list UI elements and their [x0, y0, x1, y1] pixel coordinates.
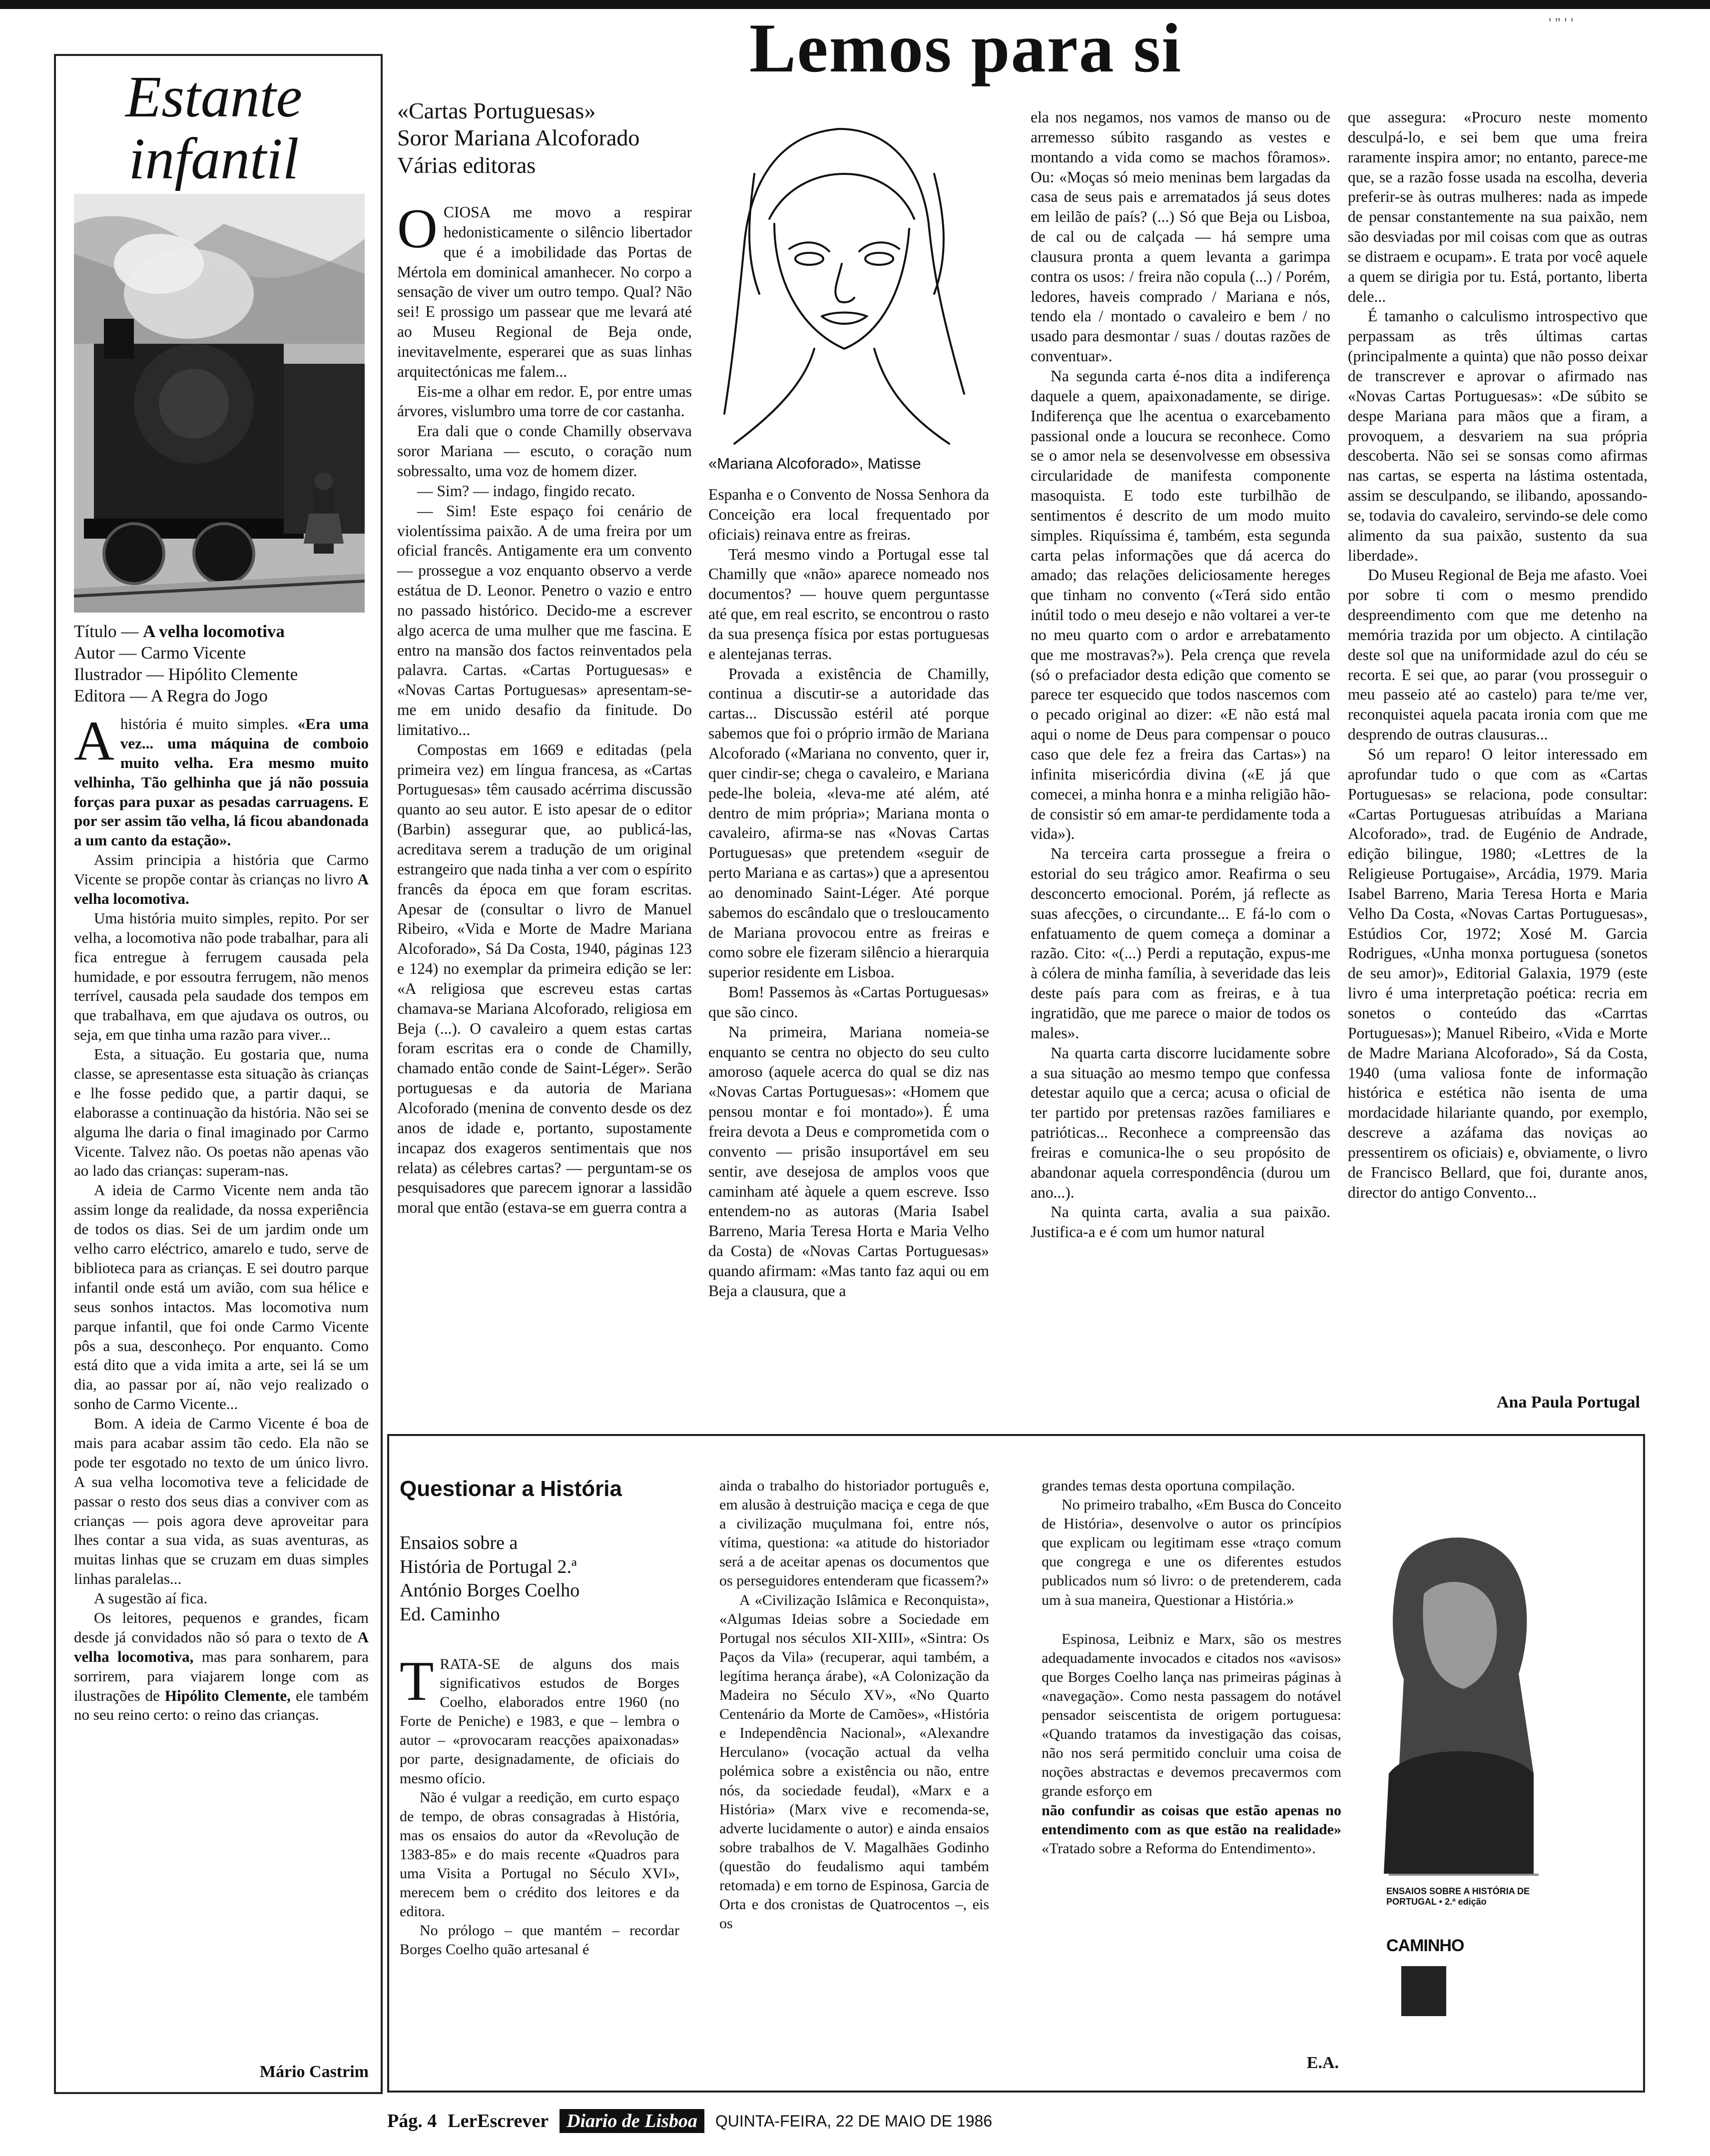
page-number: Pág. 4 — [387, 2111, 437, 2132]
portrait-caption: «Mariana Alcoforado», Matisse — [708, 455, 921, 472]
meta-row-illustrator: Ilustrador — Hipólito Clemente — [74, 665, 298, 685]
cartas-kicker-publisher: Várias editoras — [397, 152, 536, 178]
historia-signature: E.A. — [1306, 2054, 1339, 2072]
estante-signature: Mário Castrim — [259, 2063, 369, 2081]
historia-column-3: grandes temas desta oportuna compilação. No primeiro trabalho, «Em Busca do Conceito de História», desenvolve o autor os princípios que explicam ou legitimam esse «traço comum que congrega e une os diferentes estudos publicados num só livro: o de pretenderem, cada um à sua maneira, Questionar a História.» Espinosa, Leibniz e Marx, são os mestres adequadamente invocados e citados nos «avisos» que Borges Coelho lança nas primeiras páginas à «navegação». Como nesta passagem do notável pensador seiscentista de origem portuguesa: «Quando tratamos da investigação das coisas, não nos será permitido concluir uma coisa de noções abstractas e devemos precavermos com grande esforço em não confundir as coisas que estão apenas no entendimento com as que estão na realidade» «Tratado sobre a Reforma do Entendimento». — [1042, 1477, 1341, 1857]
estante-title-line2: infantil — [128, 125, 299, 191]
page-masthead: Lemos para si — [749, 9, 1182, 87]
newspaper-name: Diario de Lisboa — [560, 2109, 704, 2133]
publication-date: QUINTA-FEIRA, 22 DE MAIO DE 1986 — [715, 2112, 993, 2130]
book-cover-publisher: CAMINHO — [1386, 1936, 1464, 1955]
book-cover-image — [1369, 1514, 1549, 2024]
historia-kicker — [400, 1476, 679, 1626]
cartas-kicker-title: «Cartas Portuguesas» — [397, 98, 596, 123]
cartas-column-2: Espanha e o Convento de Nossa Senhora da Conceição era local frequentado por oficiais) reinava entre as freiras. Terá mesmo vindo a Portugal esse tal Chamilly que «não» aparece nomeado nos documentos? — houve quem perguntasse até que, em real escrito, se encontrou o rasto da sua presença física por estas portuguesas e alentejanas terras. Provada a existência de Chamilly, continua a discutir-se a autoridade das cartas... Discussão estéril até porque sabemos que foi o próprio irmão de Mariana Alcoforado («Mariana no convento, quer ir, quer cindir-se; chega o cavaleiro, e Mariana pede-lhe boleia, «leva-me até além, até dentro de mim própria»; Mariana monta o cavaleiro, afirma-se nas «Novas Cartas Portuguesas» que pretendem «seguir de perto Mariana e as cartas») que a apresentou ao denominado Saint-Léger. Até porque sabemos do escândalo que o tresloucamento de Mariana provocou entre as freiras e como sobre ele fizeram silêncio a hierarquia superior residente em Lisboa. Bom! Passemos às «Cartas Portuguesas» que são cinco. Na primeira, Mariana nomeia-se enquanto se centra no objecto do seu culto amoroso (aquele acerca do qual se diz nas «Novas Cartas Portuguesas»: «Homem que pensou montar e foi montado»). É uma freira devota a Deus e comprometida com o convento — prisão insuportável em seu sentir, ave desejosa de amplos voos que caminham até àquele a quem escreve. Isso entendem-no as autoras (Maria Isabel Barreno, Maria Teresa Horta e Maria Velho da Costa) de «Novas Cartas Portuguesas» quando afirmam: «Mas tanto faz aqui ou em Beja a clausura, que a — [708, 486, 989, 1300]
cartas-column-3: ela nos negamos, nos vamos de manso ou de arremesso súbito rasgando as vestes e montando a vida como se machos fôramos». Ou: «Moças só meio meninas bem largadas da casa de seus pais e arrematados já seus dotes em leilão de país? (...) Só que Beja ou Lisboa, de cal ou de calçada — há sempre uma clausura pronta a quem levanta a garimpa contra os usos: / freira não copula (...) / Porém, ledores, haveis comprado / Mariana e nós, tendo ela / montado o cavaleiro e bem / no usado para desmontar / suas / doutas razões de conventuar». Na segunda carta é-nos dita a indiferença daquele a quem, apaixonadamente, se dirige. Indiferença que lhe acentua o exarcebamento passional onde a loucura se reconhece. Como se o amor nela se desenvolvesse em obsessiva circularidade de manifesta componente masoquista. E todo este turbilhão de sentimentos é descrito de um modo muito simples. Riquíssima é, também, esta segunda carta pelas informações que dá acerca do amado; das relações deliciosamente hereges que tinham no convento («Terá sido então inútil todo o meu desejo e não voltarei a ver-te no meu quarto com o ardor e arrebatamento que me mostravas?»). Pela crença que revela (só o prefaciador desta edição que comento se parece ter esquecido que todos nascemos com o pecado original ao dizer: «E não está mal aqui o nome de Deus para compensar o pouco caso que dele fez a freira das Cartas») na infinita misericórdia divina («E já que comecei, a minha honra e a minha religião hão-de consistir só em amar-te perdidamente toda a vida»). Na terceira carta prossegue a freira o estorial do seu trágico amor. Reafirma o seu desconcerto emocional. Porém, já reflecte as suas afecções, o circundante... E fá-lo com o enfatuamento de quem começa a dominar a razão. Cito: «(...) Perdi a reputação, expus-me à cólera de minha família, à severidade das leis deste país para com as freiras, e à tua ingratidão, que me parece o maior de todos os males». Na quarta carta discorre lucidamente sobre a sua situação ao mesmo tempo que confessa detestar aquilo que a cerca; acusa o oficial de ter partido por pretensas razões familiares e patrióticas... Reconhece a compreensão das freiras e comunica-lhe o seu propósito de abandonar aquela correspondência (durou um ano...). Na quinta carta, avalia a sua paixão. Justifica-a e é com um humor natural — [1031, 108, 1330, 1241]
estante-title-line1: Estante — [125, 64, 302, 129]
cartas-dropcap: O — [397, 198, 438, 260]
corner-mark: ' '' ' ' — [1549, 15, 1574, 31]
page-footer — [387, 2109, 992, 2134]
estante-title — [64, 66, 364, 190]
historia-kicker-line2: História de Portugal 2.ª — [400, 1556, 577, 1577]
locomotive-photo — [74, 194, 365, 613]
locomotive-illustration-icon — [74, 194, 365, 613]
book-cover-title: ENSAIOS SOBRE A HISTÓRIA DE PORTUGAL • 2.ª edição — [1386, 1886, 1530, 1907]
historia-dropcap: T — [400, 1650, 434, 1712]
cartas-column-4: que assegura: «Procuro neste momento desculpá-lo, e sei bem que uma freira raramente inspira amor; no entanto, parece-me que, se a razão fosse usada na escolha, deveria preferir-se às outras mulheres: nada as impede de pensar constantemente na sua paixão, nem são desviadas por mil coisas com que as outras se distraem e ocupam». E trata por você aquele a quem se dirigia por tu. Está, portanto, liberta dele... É tamanho o calculismo introspectivo que perpassam as três últimas cartas (principalmente a quinta) que não posso deixar de transcrever e aprovar o afirmado nas «Novas Cartas Portuguesas»: «De súbito se despe Mariana para mãos que a firam, a provoquem, a desvariem na sua própria descoberta. Não sei se sonsas como afirmas nas cartas, se esperta na lástima ostentada, assim se desculpando, se ilibando, apossando-se, todavia do cavaleiro, servindo-se dele como alimento da sua paixão, sustento da sua liberdade». Do Museu Regional de Beja me afasto. Voei por sobre ti com o mesmo prendido despreendimento com que me detenho na memória trazida por um objecto. A cintilação deste sol que na uniformidade azul do céu se recorta. E sei que, ao parar (vou prosseguir o meu passeio até ao castelo) para te/me ver, reconquistei aquela pacata ironia com que me desprendo de outras clausuras... Só um reparo! O leitor interessado em aprofundar tudo o que com as «Cartas Portuguesas» se relaciona, pode consultar: «Cartas Portuguesas atribuídas a Mariana Alcoforado», trad. de Eugénio de Andrade, edição bilingue, 1980; «Lettres de la Religieuse Portugaise», Arcádia, 1979. Maria Isabel Barreno, Maria Teresa Horta e Maria Velho Da Costa, «Novas Cartas Portuguesas», Estúdios Cor, 1972; Xosé M. Garcia Rodrigues, «Unha monxa portuguesa (sonetos de seu amor)», Editorial Galaxia, 1979 (este livro é uma interpretação poética: recria em sonetos o conteúdo das «Carrtas Portuguesas»); Manuel Ribeiro, «Vida e Morte de Madre Mariana Alcoforado», Sá da Costa, 1940 (uma valiosa fonte de informação histórica e estética não isenta de uma mordacidade hilariante quando, por exemplo, descreve a azáfama das noviças ao pressentirem os oficiais) e, obviamente, o livro de Francisco Bellard, que foi, durante anos, director do antigo Convento... — [1348, 108, 1648, 1201]
meta-row-author: Autor — Carmo Vicente — [74, 643, 246, 663]
historia-column-2: ainda o trabalho do historiador português e, em alusão à destruição maciça e cega de que a civilização muçulmana foi, entre nós, vítima, questiona: «a atitude do historiador será a de aceitar apenas os documentos que os perseguidores entenderam que ficassem?» A «Civilização Islâmica e Reconquista», «Algumas Ideias sobre a Sociedade em Portugal nos séculos XII-XIII», «Sintra: Os Paços da Vila» (recuperar, aqui também, a legítima herança árabe), «A Colonização da Madeira no Século XV», «No Quarto Centenário da Morte de Camões», «História e Independência Nacional», «Alexandre Herculano» (vocação actual da velha polémica sobre a existência ou não, entre nós, da sociedade feudal), «Marx e a História» (Marx vive e recomenda-se, adverte lucidamente o autor) e ainda ensaios sobre trabalhos de V. Magalhães Godinho (questão do feudalismo aqui também retomada) e em torno de Espinosa, Garcia de Orta e dos cronistas de Quatrocentos –, eis os — [719, 1477, 989, 1932]
historia-kicker-line3: António Borges Coelho — [400, 1580, 580, 1601]
publisher-logo-icon — [1401, 1966, 1446, 2016]
estante-article-body: A história é muito simples. «Era uma vez... uma máquina de comboio muito velha. Era mesmo muito velhinha, Tão gelhinha que já não possuia forças para puxar as pesadas carruagens. E por ser assim tão velha, lá ficou abandonada a um canto da estação». Assim principia a história que Carmo Vicente se propõe contar às crianças no livro A velha locomotiva. Uma história muito simples, repito. Por ser velha, a locomotiva não pode trabalhar, para ali fica entregue à ferrugem causada pela humidade, e por essoutra ferrugem, não menos terrível, causada pela saudade dos tempos em que trabalhava, em que ajudava os outros, ou seja, em que tinha uma razão para viver... Esta, a situação. Eu gostaria que, numa classe, se apresentasse esta situação às crianças e lhe fosse pedido que, a partir daqui, se elaborasse a continuação da história. Não sei se alguma lhe daria o final imaginado por Carmo Vicente. Talvez não. Os poetas não apenas vão ao lado das crianças: superam-nas. A ideia de Carmo Vicente nem anda tão assim longe da realidade, da nossa experiência de todos os dias. Sei de um jardim onde um velho carro eléctrico, amarelo e tudo, serve de biblioteca para as crianças. E sei doutro parque infantil onde está um avião, com sua hélice e seus sonhos intactos. Mas locomotiva num parque infantil, que foi onde Carmo Vicente pôs a sua, desconheço. Por enquanto. Como está dito que a vida imita a arte, sei lá se um dia, ao passar por aí, não vejo realizado o sonho de Carmo Vicente... Bom. A ideia de Carmo Vicente é boa de mais para acabar assim tão cedo. Ela não se pode ter esgotado no texto de um único livro. A sua velha locomotiva teve a felicidade de passar o resto dos seus dias a conviver com as crianças — pois agora deve aproveitar para lhes contar a sua vida, as suas aventuras, as muitas linhas que se cruzam em duas simples linhas paralelas... A sugestão aí fica. Os leitores, pequenos e grandes, ficam desde já convidados não só para o texto de A velha locomotiva, mas para sonharem, para sorrirem, para viajarem longe com as ilustrações de Hipólito Clemente, ele também no seu reino certo: o reino das crianças. — [74, 710, 369, 1724]
section-name: LerEscrever — [448, 2111, 549, 2132]
historia-kicker-line4: Ed. Caminho — [400, 1603, 500, 1625]
matisse-portrait-drawing — [714, 114, 974, 474]
cartas-kicker-author: Soror Mariana Alcoforado — [397, 125, 640, 151]
cartas-signature: Ana Paula Portugal — [1496, 1393, 1640, 1412]
cartas-kicker — [397, 97, 707, 179]
book-metadata — [74, 621, 369, 707]
meta-row-title: Título — A velha locomotiva — [74, 622, 285, 641]
meta-row-publisher: Editora — A Regra do Jogo — [74, 686, 268, 706]
top-rule — [0, 0, 1710, 9]
historia-column-1: TRATA-SE de alguns dos mais significativos estudos de Borges Coelho, elaborados entre 1960 (no Forte de Peniche) e 1983, e que – lembra o autor – «provocaram reacções apaixonadas» por parte, designadamente, de oficiais do mesmo ofício. Não é vulgar a reedição, em curto espaço de tempo, de obras consagradas à História, mas os ensaios do autor da «Revolução de 1383-85» e do mais recente «Quadros para uma Visita a Portugal no Século XVI», merecem bem o crédito dos leitores e da editora. No prólogo – que mantém – recordar Borges Coelho quão artesanal é — [400, 1650, 679, 1958]
cartas-column-1: OCIOSA me movo a respirar hedonisticamente o silêncio libertador que é a imobilidade das Portas de Mértola em dominical amanhecer. No corpo a sensação de viver um outro tempo. Qual? Não sei! E prossigo um passear que me levará até ao Museu Regional de Beja onde, inevitavelmente, esperarei que as suas linhas arquitectónicas me falem... Eis-me a olhar em redor. E, por entre umas árvores, vislumbro uma torre de cor castanha. Era dali que o conde Chamilly observava soror Mariana — escuto, o coração num sobressalto, uma voz de homem dizer. — Sim? — indago, fingido recato. — Sim! Este espaço foi cenário de violentíssima paixão. A de uma freira por um oficial francês. Antigamente era um convento — prossegue a voz enquanto observo a verde estátua de D. Leonor. Penetro o vazio e entro no passado histórico. Decido-me a escrever algo acerca de uma mulher que me fascina. E entro na mansão dos factos reinventados pela palavra. Cartas. «Cartas Portuguesas» e «Novas Cartas Portuguesas» apresentam-se-me em unido desafio da finitude. Do limitativo... Compostas em 1669 e editadas (pela primeira vez) em língua francesa, as «Cartas Portuguesas» têm causado acérrima discussão quanto ao seu autor. E isto apesar de o editor (Barbin) assegurar que, ao publicá-las, acreditava serem a tradução de um original estrangeiro que nada tinha a ver com o espírito francês da época em que foram escritas. Apesar de (consultar o livro de Manuel Ribeiro, «Vida e Morte de Madre Mariana Alcoforado», Sá Da Costa, 1940, páginas 123 e 124) no exemplar da primeira edição se ler: «A religiosa que escreveu estas cartas chamava-se Mariana Alcoforado, religiosa em Beja (...). O cavaleiro a quem estas cartas foram escritas era o conde de Chamilly, chamado então conde de Saint-Léger». Serão portuguesas e da autoria de Mariana Alcoforado (menina de convento desde os dez anos de idade e, portanto, supostamente incapaz dos exageros sentimentais que nos relata) as célebres cartas? — perguntam-se os pesquisadores que parecem ignorar a lassidão moral que então (estava-se em guerra contra a — [397, 198, 692, 1217]
historia-kicker-title: Questionar a História — [400, 1476, 622, 1501]
historia-kicker-line1: Ensaios sobre a — [400, 1532, 518, 1553]
estante-dropcap: A — [74, 710, 114, 772]
